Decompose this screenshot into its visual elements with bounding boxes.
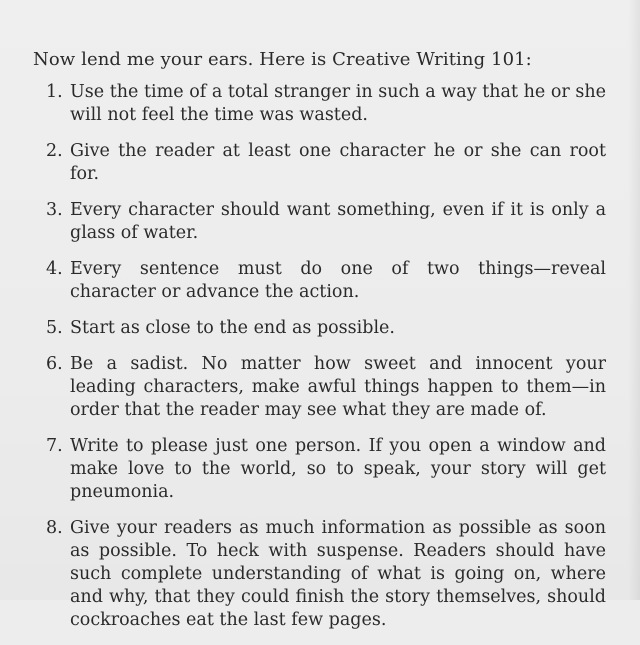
list-item	[46, 81, 606, 127]
item-text: Every character should want something, even if it is only a glass of water.	[70, 200, 606, 243]
item-number: 8.	[46, 518, 63, 538]
list-item	[46, 435, 606, 504]
item-number: 2.	[46, 141, 63, 161]
intro-line: Now lend me your ears. Here is Creative Writing 101:	[33, 49, 532, 70]
rules-list	[46, 81, 606, 645]
list-item	[46, 199, 606, 245]
item-text: Write to please just one person. If you open a window and make love to the world, so to speak, your story will get pneumonia.	[70, 436, 606, 502]
item-number: 7.	[46, 436, 63, 456]
item-number: 3.	[46, 200, 63, 220]
list-item	[46, 517, 606, 632]
item-number: 5.	[46, 318, 63, 338]
item-text: Use the time of a total stranger in such a way that he or she will not feel the time was wasted.	[70, 82, 606, 125]
item-text: Start as close to the end as possible.	[70, 318, 395, 338]
item-text: Give the reader at least one character he or she can root for.	[70, 141, 606, 184]
page-edge-shadow	[628, 0, 640, 600]
item-number: 6.	[46, 354, 63, 374]
item-number: 1.	[46, 82, 63, 102]
item-text: Every sentence must do one of two things—reveal character or advance the action.	[70, 259, 606, 302]
item-number: 4.	[46, 259, 63, 279]
list-item	[46, 140, 606, 186]
item-text: Be a sadist. No matter how sweet and innocent your leading characters, make awful things happen to them—in order that the reader may see what they are made of.	[70, 354, 606, 420]
item-text: Give your readers as much information as possible as soon as possible. To heck with suspense. Readers should have such complete understanding of what is going on, where and why, that they could finish the story themselves, should cockroaches eat the last few pages.	[70, 518, 606, 630]
list-item	[46, 317, 606, 340]
list-item	[46, 353, 606, 422]
list-item	[46, 258, 606, 304]
